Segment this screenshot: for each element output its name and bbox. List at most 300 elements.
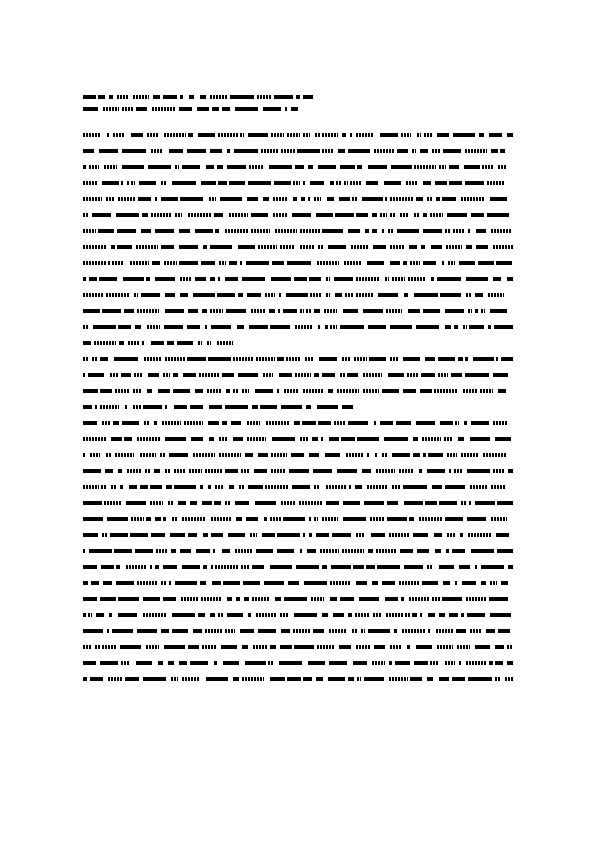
- paragraph-line: [83, 245, 513, 249]
- scrambled-word: [83, 645, 91, 649]
- scrambled-word: [292, 485, 310, 489]
- scrambled-word: [305, 357, 313, 361]
- scrambled-word: [294, 421, 300, 425]
- scrambled-word: [300, 437, 308, 441]
- scrambled-word: [173, 389, 190, 393]
- scrambled-word: [165, 309, 184, 313]
- scrambled-word: [161, 581, 166, 585]
- scrambled-word: [436, 629, 453, 633]
- scrambled-word: [100, 405, 119, 409]
- scrambled-word: [478, 261, 494, 265]
- scrambled-word: [202, 645, 216, 649]
- scrambled-word: [470, 629, 481, 633]
- scrambled-word: [109, 613, 112, 617]
- scrambled-word: [190, 661, 208, 665]
- scrambled-word: [152, 107, 175, 111]
- scrambled-word: [286, 293, 308, 297]
- scrambled-word: [432, 149, 441, 153]
- scrambled-word: [385, 197, 387, 201]
- scrambled-word: [444, 437, 453, 441]
- scrambled-word: [428, 453, 443, 457]
- scrambled-word: [83, 293, 104, 297]
- scrambled-word: [228, 533, 245, 537]
- scrambled-word: [340, 325, 364, 329]
- scrambled-word: [198, 613, 205, 617]
- scrambled-word: [471, 421, 489, 425]
- scrambled-word: [367, 261, 384, 265]
- scrambled-word: [401, 597, 404, 601]
- paragraph-line: [83, 373, 513, 377]
- paragraph-line: [83, 325, 513, 329]
- scrambled-word: [308, 197, 310, 201]
- scrambled-word: [131, 181, 135, 185]
- scrambled-word: [322, 149, 333, 153]
- scrambled-word: [423, 229, 442, 233]
- scrambled-word: [427, 565, 433, 569]
- scrambled-word: [127, 469, 142, 473]
- scrambled-word: [281, 629, 290, 633]
- scrambled-word: [496, 533, 509, 537]
- scrambled-word: [89, 165, 99, 169]
- scrambled-word: [107, 517, 128, 521]
- scrambled-word: [264, 581, 284, 585]
- scrambled-word: [500, 149, 505, 153]
- scrambled-word: [361, 629, 365, 633]
- scrambled-word: [83, 107, 98, 111]
- scrambled-word: [273, 197, 288, 201]
- scrambled-word: [128, 341, 139, 345]
- scrambled-word: [210, 149, 222, 153]
- scrambled-word: [439, 501, 457, 505]
- scrambled-word: [266, 421, 289, 425]
- scrambled-word: [461, 197, 484, 201]
- scrambled-word: [241, 565, 249, 569]
- scrambled-word: [329, 629, 347, 633]
- scrambled-word: [217, 293, 235, 297]
- scrambled-word: [382, 229, 384, 233]
- scrambled-word: [462, 581, 476, 585]
- scrambled-word: [125, 405, 128, 409]
- scrambled-word: [210, 95, 227, 99]
- scrambled-word: [277, 357, 284, 361]
- scrambled-word: [139, 181, 156, 185]
- scrambled-word: [403, 485, 427, 489]
- scrambled-word: [193, 629, 202, 633]
- scrambled-word: [322, 133, 338, 137]
- scrambled-word: [225, 501, 230, 505]
- scrambled-word: [455, 581, 458, 585]
- scrambled-word: [261, 149, 278, 153]
- scrambled-word: [143, 677, 166, 681]
- scrambled-word: [248, 181, 271, 185]
- scrambled-word: [280, 245, 295, 249]
- scrambled-word: [430, 661, 439, 665]
- scrambled-word: [271, 469, 285, 473]
- scrambled-word: [83, 213, 88, 217]
- scrambled-word: [491, 485, 506, 489]
- scrambled-word: [295, 165, 304, 169]
- scrambled-word: [135, 325, 141, 329]
- scrambled-word: [413, 437, 418, 441]
- scrambled-word: [278, 309, 280, 313]
- scrambled-word: [329, 437, 339, 441]
- scrambled-word: [102, 533, 108, 537]
- scrambled-word: [205, 469, 223, 473]
- scrambled-word: [148, 165, 171, 169]
- scrambled-word: [439, 613, 445, 617]
- scrambled-word: [445, 485, 465, 489]
- scrambled-word: [303, 533, 305, 537]
- scrambled-word: [137, 581, 158, 585]
- scrambled-word: [466, 597, 487, 601]
- scrambled-word: [468, 677, 492, 681]
- scrambled-word: [161, 629, 169, 633]
- scrambled-word: [288, 581, 299, 585]
- scrambled-word: [490, 581, 497, 585]
- scrambled-word: [391, 165, 412, 169]
- scrambled-word: [161, 245, 174, 249]
- scrambled-word: [440, 421, 453, 425]
- scrambled-word: [83, 229, 96, 233]
- scrambled-word: [449, 165, 459, 169]
- scrambled-word: [174, 405, 187, 409]
- scrambled-word: [408, 277, 425, 281]
- scrambled-word: [362, 197, 383, 201]
- scrambled-word: [428, 613, 435, 617]
- paragraph-line: [83, 389, 513, 393]
- scrambled-word: [281, 149, 295, 153]
- scrambled-word: [189, 95, 194, 99]
- scrambled-word: [201, 261, 215, 265]
- scrambled-word: [258, 245, 277, 249]
- scrambled-word: [225, 629, 235, 633]
- scrambled-word: [372, 661, 385, 665]
- scrambled-word: [83, 309, 100, 313]
- scrambled-word: [150, 501, 163, 505]
- scrambled-word: [425, 501, 437, 505]
- scrambled-word: [162, 421, 181, 425]
- scrambled-word: [295, 373, 311, 377]
- scrambled-word: [174, 469, 186, 473]
- scrambled-word: [256, 613, 276, 617]
- scrambled-word: [152, 261, 160, 265]
- scrambled-word: [163, 597, 176, 601]
- scrambled-word: [165, 405, 168, 409]
- scrambled-word: [102, 645, 116, 649]
- scrambled-word: [227, 597, 232, 601]
- scrambled-word: [238, 293, 243, 297]
- scrambled-word: [385, 277, 389, 281]
- scrambled-word: [303, 389, 323, 393]
- scrambled-word: [292, 213, 311, 217]
- scrambled-word: [296, 95, 300, 99]
- scrambled-word: [471, 549, 494, 553]
- scrambled-word: [240, 629, 254, 633]
- scrambled-word: [246, 261, 269, 265]
- scrambled-word: [188, 213, 211, 217]
- paragraph-line: [83, 501, 513, 505]
- scrambled-word: [486, 629, 495, 633]
- scrambled-word: [400, 213, 409, 217]
- scrambled-word: [83, 501, 102, 505]
- scrambled-word: [412, 149, 416, 153]
- scrambled-word: [368, 549, 373, 553]
- scrambled-word: [150, 485, 162, 489]
- scrambled-word: [451, 373, 462, 377]
- scrambled-word: [322, 229, 343, 233]
- scrambled-word: [330, 581, 350, 585]
- scrambled-word: [496, 357, 498, 361]
- scrambled-word: [242, 277, 265, 281]
- scrambled-word: [92, 357, 97, 361]
- scrambled-word: [219, 437, 227, 441]
- scrambled-word: [83, 133, 101, 137]
- scrambled-word: [320, 549, 339, 553]
- scrambled-word: [188, 133, 193, 137]
- scrambled-word: [242, 389, 249, 393]
- scrambled-word: [409, 597, 429, 601]
- scrambled-word: [140, 453, 156, 457]
- scrambled-word: [252, 597, 269, 601]
- paragraph-line: [83, 405, 513, 409]
- scrambled-word: [219, 453, 241, 457]
- scrambled-word: [83, 165, 86, 169]
- scrambled-word: [422, 437, 441, 441]
- scrambled-word: [348, 677, 354, 681]
- scrambled-word: [242, 645, 248, 649]
- scrambled-word: [212, 107, 219, 111]
- scrambled-word: [271, 277, 291, 281]
- scrambled-word: [100, 597, 116, 601]
- scrambled-word: [252, 565, 264, 569]
- paragraph-line: [83, 517, 513, 521]
- scrambled-word: [293, 197, 297, 201]
- scrambled-word: [161, 181, 167, 185]
- scrambled-word: [229, 181, 245, 185]
- scrambled-word: [226, 389, 230, 393]
- scrambled-word: [366, 565, 375, 569]
- scrambled-word: [491, 229, 512, 233]
- scrambled-word: [280, 645, 292, 649]
- scrambled-word: [258, 453, 268, 457]
- scrambled-word: [493, 245, 513, 249]
- scrambled-word: [335, 293, 342, 297]
- scrambled-word: [507, 133, 513, 137]
- scrambled-word: [412, 613, 417, 617]
- scrambled-word: [199, 373, 219, 377]
- scrambled-word: [272, 261, 284, 265]
- scrambled-word: [453, 133, 475, 137]
- scrambled-word: [126, 565, 146, 569]
- scrambled-word: [409, 517, 414, 521]
- scrambled-word: [189, 469, 202, 473]
- scrambled-word: [124, 437, 132, 441]
- scrambled-word: [135, 549, 153, 553]
- scrambled-word: [83, 565, 97, 569]
- scrambled-word: [246, 517, 258, 521]
- scrambled-word: [491, 149, 498, 153]
- scrambled-word: [507, 661, 513, 665]
- scrambled-word: [384, 437, 408, 441]
- scrambled-word: [111, 485, 116, 489]
- scrambled-word: [83, 661, 96, 665]
- scrambled-word: [414, 293, 438, 297]
- scrambled-word: [115, 389, 129, 393]
- scrambled-word: [397, 229, 419, 233]
- scrambled-word: [389, 533, 409, 537]
- scrambled-word: [446, 245, 462, 249]
- scrambled-word: [460, 533, 463, 537]
- scrambled-word: [402, 629, 425, 633]
- scrambled-word: [252, 405, 258, 409]
- scrambled-word: [342, 357, 351, 361]
- scrambled-word: [508, 565, 513, 569]
- scrambled-word: [279, 293, 281, 297]
- scrambled-word: [263, 107, 281, 111]
- scrambled-word: [348, 149, 370, 153]
- scrambled-word: [301, 197, 305, 201]
- scrambled-word: [117, 245, 132, 249]
- scrambled-word: [201, 597, 221, 601]
- scrambled-word: [327, 197, 334, 201]
- scrambled-word: [165, 469, 170, 473]
- scrambled-word: [287, 261, 311, 265]
- scrambled-word: [190, 501, 197, 505]
- scrambled-word: [363, 373, 382, 377]
- scrambled-word: [403, 389, 416, 393]
- scrambled-word: [264, 517, 267, 521]
- scrambled-word: [380, 213, 387, 217]
- scrambled-word: [169, 453, 188, 457]
- scrambled-word: [150, 565, 152, 569]
- scrambled-word: [443, 581, 450, 585]
- scrambled-word: [440, 293, 461, 297]
- scrambled-word: [103, 581, 112, 585]
- scrambled-word: [300, 245, 315, 249]
- scrambled-word: [91, 581, 99, 585]
- scrambled-word: [83, 405, 92, 409]
- scrambled-word: [169, 581, 171, 585]
- scrambled-word: [245, 661, 266, 665]
- scrambled-word: [179, 229, 190, 233]
- scrambled-word: [414, 661, 428, 665]
- scrambled-word: [83, 597, 97, 601]
- scrambled-word: [457, 645, 470, 649]
- scrambled-word: [88, 373, 104, 377]
- scrambled-word: [420, 613, 422, 617]
- scrambled-word: [403, 357, 420, 361]
- scrambled-word: [493, 469, 505, 473]
- scrambled-word: [117, 229, 136, 233]
- scrambled-word: [374, 645, 385, 649]
- scrambled-word: [112, 261, 124, 265]
- scrambled-word: [367, 485, 387, 489]
- scrambled-word: [88, 613, 92, 617]
- scrambled-word: [307, 549, 316, 553]
- scrambled-word: [304, 581, 327, 585]
- scrambled-word: [439, 165, 446, 169]
- scrambled-word: [495, 645, 504, 649]
- scrambled-word: [375, 453, 378, 457]
- scrambled-word: [463, 389, 477, 393]
- scrambled-word: [163, 95, 177, 99]
- scrambled-word: [275, 597, 281, 601]
- scrambled-word: [303, 181, 306, 185]
- scrambled-word: [270, 645, 276, 649]
- scrambled-word: [416, 197, 423, 201]
- scrambled-word: [92, 213, 111, 217]
- scrambled-word: [466, 661, 486, 665]
- scrambled-word: [145, 469, 150, 473]
- scrambled-word: [380, 421, 393, 425]
- scrambled-word: [182, 517, 205, 521]
- scrambled-word: [131, 517, 144, 521]
- scrambled-word: [413, 453, 420, 457]
- scrambled-word: [400, 549, 413, 553]
- scrambled-word: [201, 181, 216, 185]
- paragraph-line: [83, 341, 513, 345]
- scrambled-word: [432, 597, 440, 601]
- scrambled-word: [179, 107, 192, 111]
- scrambled-word: [501, 357, 513, 361]
- scrambled-word: [291, 107, 298, 111]
- scrambled-word: [270, 565, 292, 569]
- scrambled-word: [214, 213, 223, 217]
- scrambled-word: [229, 485, 234, 489]
- scrambled-word: [350, 181, 361, 185]
- scrambled-word: [269, 165, 292, 169]
- scrambled-word: [233, 677, 239, 681]
- paragraph-line: [83, 197, 513, 201]
- scrambled-word: [260, 405, 277, 409]
- scrambled-word: [392, 453, 410, 457]
- scrambled-word: [339, 645, 351, 649]
- scrambled-word: [238, 373, 258, 377]
- scrambled-word: [413, 533, 428, 537]
- scrambled-word: [206, 165, 214, 169]
- scrambled-word: [248, 485, 263, 489]
- scrambled-word: [175, 581, 197, 585]
- scrambled-word: [468, 309, 472, 313]
- scrambled-word: [309, 453, 319, 457]
- scrambled-word: [203, 245, 207, 249]
- scrambled-word: [366, 181, 378, 185]
- scrambled-word: [344, 261, 361, 265]
- scrambled-word: [420, 389, 432, 393]
- scrambled-word: [390, 357, 398, 361]
- scrambled-word: [187, 357, 206, 361]
- scrambled-word: [359, 597, 379, 601]
- scrambled-word: [498, 165, 507, 169]
- scrambled-word: [83, 245, 106, 249]
- scrambled-word: [221, 645, 237, 649]
- scrambled-word: [155, 229, 174, 233]
- scrambled-word: [217, 165, 223, 169]
- scrambled-word: [345, 293, 354, 297]
- scrambled-word: [498, 629, 510, 633]
- scrambled-word: [335, 213, 354, 217]
- scrambled-word: [389, 661, 392, 665]
- scrambled-word: [104, 501, 122, 505]
- scrambled-word: [120, 485, 123, 489]
- scrambled-word: [349, 485, 351, 489]
- scrambled-word: [467, 613, 485, 617]
- scrambled-word: [436, 197, 440, 201]
- scrambled-word: [220, 197, 242, 201]
- scrambled-word: [434, 533, 442, 537]
- scrambled-word: [178, 501, 186, 505]
- scrambled-word: [208, 485, 211, 489]
